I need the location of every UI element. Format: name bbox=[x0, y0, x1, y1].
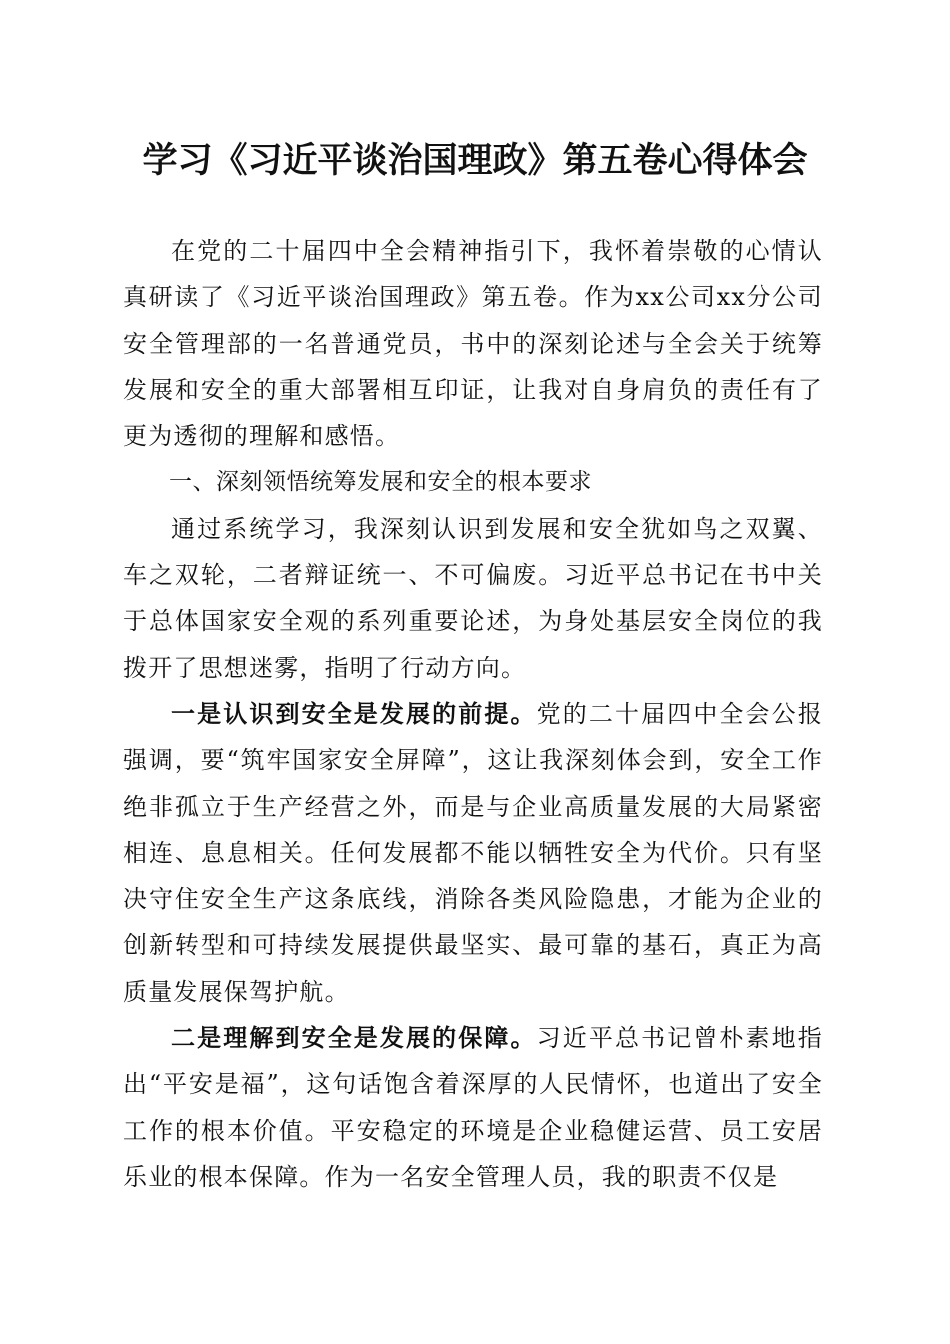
point-paragraph-2 bbox=[123, 1015, 823, 1200]
document-body bbox=[123, 228, 823, 1200]
point-lead-1: 一是认识到安全是发展的前提。 bbox=[171, 698, 537, 728]
section-paragraph: 通过系统学习，我深刻认识到发展和安全犹如鸟之双翼、车之双轮，二者辩证统一、不可偏废。习近平总书记在书中关于总体国家安全观的系列重要论述，为身处基层安全岗位的我拨开了思想迷雾，指明了行动方向。 bbox=[123, 514, 823, 682]
intro-paragraph: 在党的二十届四中全会精神指引下，我怀着崇敬的心情认真研读了《习近平谈治国理政》第五卷。作为xx公司xx分公司安全管理部的一名普通党员，书中的深刻论述与全会关于统筹发展和安全的重大部署相互印证，让我对自身肩负的责任有了更为透彻的理解和感悟。 bbox=[123, 237, 823, 451]
point-text-1: 党的二十届四中全会公报强调，要“筑牢国家安全屏障”，这让我深刻体会到，安全工作绝非孤立于生产经营之外，而是与企业高质量发展的大局紧密相连、息息相关。任何发展都不能以牺牲安全为代价。只有坚决守住安全生产这条底线，消除各类风险隐患，才能为企业的创新转型和可持续发展提供最坚实、最可靠的基石，真正为高质量发展保驾护航。 bbox=[123, 699, 823, 1006]
section-heading: 一、深刻领悟统筹发展和安全的根本要求 bbox=[169, 469, 592, 496]
document-title: 学习《习近平谈治国理政》第五卷心得体会 bbox=[142, 140, 808, 181]
point-lead-2: 二是理解到安全是发展的保障。 bbox=[171, 1023, 537, 1053]
point-paragraph-1 bbox=[123, 691, 823, 1015]
point-text-2: 习近平总书记曾朴素地指出“平安是福”，这句话饱含着深厚的人民情怀，也道出了安全工作的根本价值。平安稳定的环境是企业稳健运营、员工安居乐业的根本保障。作为一名安全管理人员，我的职责不仅是 bbox=[123, 1024, 823, 1191]
